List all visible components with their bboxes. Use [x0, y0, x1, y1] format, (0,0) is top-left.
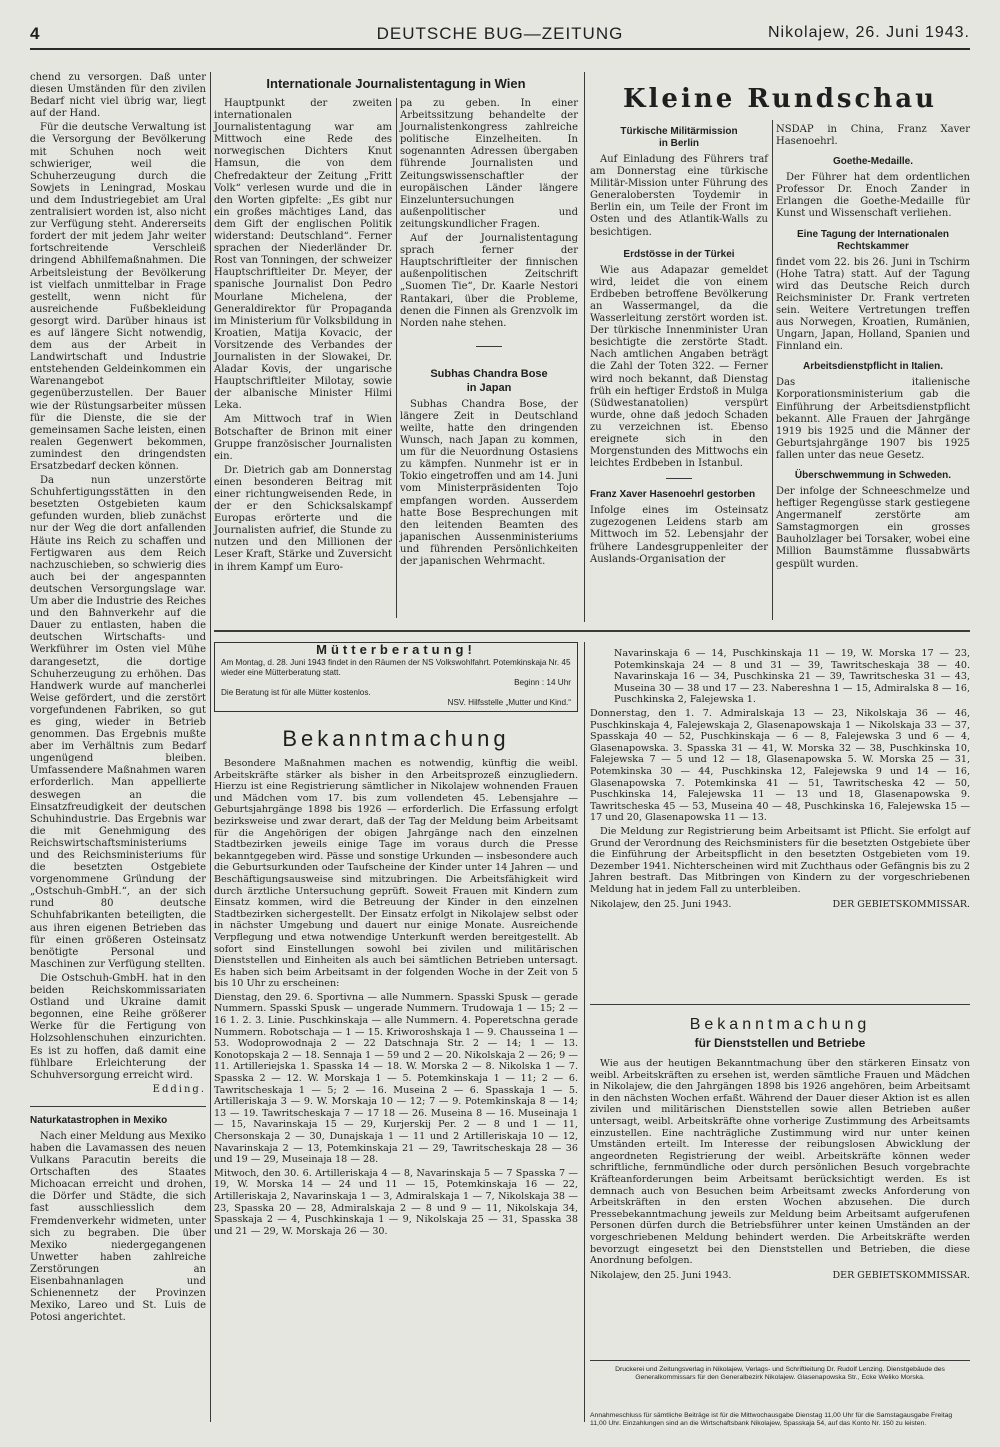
paragraph: Infolge eines im Osteinsatz zugezogenen Leidens starb am Mittwoch im 52. Lebensjahr der frühere Landesgruppenleiter der Auslands-Organisation der: [590, 505, 768, 565]
schedule-day: Navarinskaja 6 — 14, Puschkinskaja 11 — 19, W. Morska 17 — 23, Potemkinskaja 24 — 8 und 31 — 39, Tawritscheskaja 38 — 40. Navarinskaja 16 — 34, Puschkinska 21 — 39, Tawritscheska 31 — 43, Museina 30 — 38 und 17 — 23. Nabereshna 1 — 15, Admiralska 8 — 16, Puschkinska 2, Falejewska 1.: [614, 648, 970, 706]
divider: [476, 346, 502, 347]
shoe-article: [30, 72, 206, 1326]
headline: Erdstösse in der Türkei: [623, 248, 735, 260]
bekanntmachung-2-text: [590, 1058, 970, 1281]
rundschau-right: [776, 124, 970, 573]
paragraph: findet vom 22. bis 26. Juni in Tschirm (Hohe Tatra) statt. Auf der Tagung wird das Deutsche Reich durch Reichsminister Dr. Frank vertreten sein. Weitere Vertretungen treffen aus Norwegen, Kroatien, Rumänien, Ungarn, Japan, Holland, Spanien und Finnland ein.: [776, 256, 970, 353]
paragraph: Auf Einladung des Führers traf am Donnerstag eine türkische Militär-Mission unter Führung des Generalobersten Toydemir in Berlin ein, um Teile der Front im Osten und des Atlantik-Walls zu besichtigen.: [590, 154, 768, 238]
paragraph: Dr. Dietrich gab am Donnerstag einen besonderen Beitrag mit einer richtungweisenden Rede, in der er den Schicksalskampf Europas erörterte und die Journalisten aufrief, die Stunde zu nutzen und den Millionen der Leser Kraft, Stärke und Zuversicht in ihrem Kampf um Euro-: [214, 464, 392, 573]
paragraph: Wie aus Adapazar gemeldet wird, leidet die von einem Erdbeben betroffene Bevölkerung an Wassermangel, da die Wasserleitung zerstört worden ist. Der türkische Innenminister Uran besichtigte die zerstörte Stadt. Nach amtlichen Angaben beträgt die Zahl der Toten 322. — Ferner wird noch bekannt, daß Dienstag früh ein heftiger Erdstoß in Mulga (Südwestanatolien) verspürt wurde, ohne daß jedoch Schaden zu verzeichnen ist. Ebenso ereignete sich in den Morgenstunden des Mittwochs ein leichtes Erdbeben in Istanbul.: [590, 264, 768, 470]
headline: Eine Tagung der Internationalen Rechtskammer: [796, 228, 950, 252]
divider: [666, 478, 692, 479]
bekanntmachung-2-title: [590, 1016, 970, 1050]
paragraph: Hauptpunkt der zweiten internationalen Journalistentagung war am Mittwoch eine Rede des norwegischen Dichters Knut Hamsun, die von dem Chefredakteur der Zeitung „Fritt Volk“ verlesen wurde und die in den Worten gipfelte: „Es gibt nur ein großes mächtiges Land, das dem Gift der englischen Politik widerstand: Deutschland“. Ferner sprachen der Niederländer Dr. Rost van Tonningen, der schweizer Hauptschriftleiter Dr. Meyer, der spanische Journalist Don Pedro Mourlane Michelena, der Generaldirektor für Propaganda im Ministerium für Volksbildung in Kroatien, Matija Kovacic, der Vorsitzende des Verbandes der Journalisten in der Slowakei, Dr. Aladar Kovis, der ungarische Hauptschriftleiter Milotay, sowie der albanische Minister Hilmi Leka.: [214, 98, 392, 412]
section-rule: [214, 630, 970, 632]
bekanntmachung-title: Bekanntmachung: [282, 726, 510, 751]
paragraph: Das italienische Korporationsministerium gab die Einführung der Arbeitsdienstpflicht bekannt. Alle Frauen der Jahrgänge 1919 bis 1925 und die Männer der Geburtsjahrgänge 1907 bis 1925 fallen unter das neue Gesetz.: [776, 377, 970, 461]
headline: [590, 126, 768, 150]
title: Bekanntmachung: [689, 1016, 871, 1033]
box-time: Beginn : 14 Uhr: [514, 678, 571, 687]
intl-article-right: [400, 98, 578, 570]
headline-line: Subhas Chandra Bose: [430, 367, 548, 380]
divider: [590, 1004, 970, 1005]
section-title: Kleine Rundschau: [622, 84, 938, 114]
column-rule: [396, 98, 397, 618]
paragraph: Subhas Chandra Bose, der längere Zeit in Deutschland weilte, hatte den dringenden Wunsch, nach Japan zu kommen, um für die Neuordnung Ostasiens zu kämpfen. Nunmehr ist er in Tokio eingetroffen und am 14. Juni vom Ministerpräsidenten Tojo empfangen worden. Ausserdem hatte Bose Besprechungen mit den leitenden Beamten des japanischen Aussenministeriums und führenden Persönlichkeiten der japanischen Wehrmacht.: [400, 398, 578, 567]
schedule-day: Dienstag, den 29. 6. Sportivna — alle Nummern. Spasski Spusk — gerade Nummern. Spasski Spusk — ungerade Nummern. Trudowaja 1 — 15; 2 — 16 1. 2. 3. Linie. Puschkinskaja — alle Nummern. 4. Poperetschna gerade Nummern. Robotschaja — 1 — 15. Kriworoshskaja 1 — 9. Chausseina 1 — 53. Wodoprowodnaja 2 — 22 Datschnaja Str. 2 — 14; 1 — 13. Konotopskaja 2 — 18. Sennaja 1 — 59 und 2 — 20. Nikolskaja 2 — 26; 9 — 11. Artilleriejska 1. Spasska 14 — 18. W. Morska 2 — 8. Nikolska 1 — 7. Spasska 2 — 12. W. Morskaja 1 — 5. Potemkinskaja 1 — 11; 2 — 6. Tawritscheskaja 1 — 5; 2 — 16. Museina 2 — 6. Spasskaja 1 — 5. Artilleriskaja 3 — 9. W. Morskaja 10 — 12; 7 — 9. Potemkinskaja 8 — 14; 13 — 19. Tawritscheskaja 7 — 17 18 — 26. Museina 8 — 16. Museinaja 1 — 15, Navarinskaja 15 — 29, Kurjerskij Per. 2 — 8 und 1 — 11, Chersonskaja 2 — 30, Dunajskaja 1 — 11 und 2 Artilleriskaja 10 — 12, Navarinskaja 2 — 13, Potemkinskaja 21 — 29, Tawritscheskaja 28 — 36 und 19 — 29, Museinaja 18 — 28.: [214, 991, 578, 1166]
intl-article-left: [214, 98, 392, 576]
paragraph: Die Meldung zur Registrierung beim Arbeitsamt ist Pflicht. Sie erfolgt auf Grund der Verordnung des Reichsministers für die besetzten Ostgebiete über die Einführung der Arbeitspflicht in den besetzten Ostgebieten vom 19. Dezember 1941. Nichterscheinen wird mit Zuchthaus oder Gefängnis bis zu 2 Jahren bestraft. Das Mitbringen von Kindern zu der vorgeschriebenen Meldung hat in jedem Fall zu unterbleiben.: [590, 825, 970, 895]
paragraph: Am Mittwoch traf in Wien Botschafter de Brinon mit einer Gruppe französischer Journalisten ein.: [214, 414, 392, 462]
ads-notice: Annahmeschluss für sämtliche Beiträge ist für die Mittwochausgabe Dienstag 11,00 Uhr für die Samstagausgabe Freitag 11,00 Uhr. Einzahlungen sind an die Wirtschaftsbank Nikolajew, Spasskaja 54, auf das Konto Nr. 150 zu leisten.: [590, 1412, 953, 1428]
date: Nikolajew, den 25. Juni 1943.: [590, 899, 732, 911]
paragraph: Der Führer hat dem ordentlichen Professor Dr. Enoch Zander in Erlangen die Goethe-Medaille für Kunst und Wissenschaft verliehen.: [776, 172, 970, 220]
page-number: 4: [30, 24, 40, 43]
headline: Überschwemmung in Schweden.: [794, 469, 952, 481]
box-sign: NSV. Hilfsstelle „Mutter und Kind.“: [447, 698, 571, 707]
subtitle: für Dienststellen und Betriebe: [694, 1036, 866, 1050]
column-rule: [584, 72, 585, 622]
headline: Internationale Journalistentagung in Wien: [266, 76, 526, 91]
dateline: Nikolajew, 26. Juni 1943.: [768, 24, 970, 41]
paragraph: pa zu geben. In einer Arbeitssitzung behandelte der Journalistenkongress zahlreiche politische Einzelheiten. In sogenannten Adressen übergaben führende Journalisten und Zeitungswissenschaftler der europäischen Länder längere Einzeluntersuchungen außenpolitischer und zeitungskundlicher Fragen.: [400, 98, 578, 230]
headline-line: Türkische Militärmission: [620, 126, 738, 137]
signature: DER GEBIETSKOMMISSAR.: [832, 899, 970, 911]
headline-line: in Japan: [466, 381, 512, 394]
headline: Arbeitsdienstpflicht in Italien.: [802, 361, 943, 373]
column-rule: [584, 642, 585, 1422]
headline-line: in Berlin: [658, 138, 699, 149]
box-line: Am Montag, d. 28. Juni 1943 findet in den Räumen der NS Volkswohlfahrt. Potemkinskaja Nr. 45 wieder eine Mütterberatung statt.: [221, 658, 571, 677]
divider: [30, 1106, 206, 1107]
mutter-box: [214, 642, 578, 712]
paper-title: DEUTSCHE BUG—ZEITUNG: [376, 24, 624, 43]
schedule-continuation: [590, 648, 970, 911]
paragraph: Besondere Maßnahmen machen es notwendig, künftig die weibl. Arbeitskräfte stärker als bisher in den Arbeitsprozeß einzugliedern. Hierzu ist eine Registrierung sämtlicher in Nikolajew wohnenden Frauen und Mädchen vom 17. bis zum vollendeten 45. Lebensjahre — Geburtsjahrgänge 1898 bis 1926 — erforderlich. Die Erfassung erfolgt bezirksweise und zwar derart, daß der Tag der Meldung beim Arbeitsamt für die Angehörigen der obigen Jahrgänge nach den einzelnen Stadtbezirken jeweils einige Tage im voraus durch die Presse bekanntgegeben wird. Pässe und sonstige Urkunden — insbesondere auch die Geburtsurkunden oder Taufscheine der Kinder unter 14 Jahren — und Beschäftigungsausweise sind mitzubringen. Die Arbeitsfähigkeit wird durch ärztliche Untersuchung geprüft. Soweit Frauen mit Kindern zum Einsatz kommen, wird die Betreuung der Kinder in den einzelnen Stadtbezirken sichergestellt. Der Einsatz erfolgt in Nikolajew selbst oder in nächster Umgebung und dauert nur einige Monate. Ausreichende Verpflegung und etwa notwendige Unterkunft werden bereitgestellt. Ab sofort sind Einstellungen sowohl bei zivilen und militärischen Dienststellen und Einheiten als auch bei sämtlichen Betrieben untersagt. Es haben sich beim Arbeitsamt in der folgenden Woche in der Zeit von 5 bis 10 Uhr zu erscheinen:: [214, 758, 578, 990]
divider: [590, 1360, 970, 1361]
headline: [400, 367, 578, 395]
signature-line: [590, 899, 970, 911]
signature: DER GEBIETSKOMMISSAR.: [832, 1269, 970, 1281]
headline: Franz Xaver Hasenoehrl gestorben: [590, 489, 756, 501]
schedule-day: Mitwoch, den 30. 6. Artilleriskaja 4 — 8, Navarinskaja 5 — 7 Spasska 7 — 19, W. Morska 14 — 24 und 11 — 15, Potemkinskaja 16 — 22, Artilleriskaja 2, Navarinskaja 1 — 3, Admiralskaja 1 — 7, Nikolskaja 38 — 23, Spasska 20 — 28, Admiralskaja 2 — 8 und 9 — 11, Nikolskaja 34, Spasskaja 2 — 4, Puschkinskaja 1 — 9, Nikolskaja 25 — 31, Spasska 38 und 21 — 29, W. Morskaja 26 — 30.: [214, 1167, 578, 1237]
schedule-day: Donnerstag, den 1. 7. Admiralskaja 13 — 23, Nikolskaja 36 — 46, Puschkinskaja 4, Falejewskaja 2, Glasenapowskaja 1 — Nikolskaja 33 — 37, Spasskaja 40 — 52, Puschkinskaja — 6 — 8, Falejewska 3 und 6 — 4, Glasenapowska. 3. Spasska 31 — 41, W. Morska 32 — 38, Puschkinska 10, Falejewska 7 — 5 und 12 — 18, Glasenapowska 5. W. Morska 25 — 31, Potemkinska 30 — 44, Puschkinska 12, Falejewska 9 und 14 — 16, Glasenapowska 7. Potemkinska 41 — 51, Tawritscheska 42 — 50, Puschkinska 14, Falejewska 11 — 13 und 18, Glasenapowska 9. Tawritscheska 45 — 53, Museina 40 — 48, Puschkinska 16, Falejewska 15 — 17 und 20, Glasenapowska 11 — 13.: [590, 707, 970, 824]
headline: Goethe-Medaille.: [832, 156, 913, 168]
imprint: Druckerei und Zeitungsverlag in Nikolajew, Verlags- und Schriftleitung Dr. Rudolf Lenzing. Dienstgebäude des Generalkommissars für den Generalbezirk Nikolajew. Glasenapowska Str., Ecke Weliko Morska.: [615, 1366, 945, 1382]
paragraph: NSDAP in China, Franz Xaver Hasenoehrl.: [776, 124, 970, 148]
paragraph: Der infolge der Schneeschmelze und heftiger Regengüsse stark gestiegene Angermanelf zerstörte am Samstagmorgen ein grosses Bauholzlager bei Torsaker, wobei eine Million Baumstämme flussabwärts gespült wurden.: [776, 485, 970, 570]
paragraph: Nach einer Meldung aus Mexiko haben die Lavamassen des neuen Vulkans Paracutin bereits die Ortschaften des Staates Michoacan erreicht und drohen, die Dörfer und Städte, die sich fast ausschliesslich dem Fremdenverkehr widmeten, unter sich zu begraben. Die über Mexiko niedergegangenen Unwetter haben zahlreiche Zerstörungen an Eisenbahnanlagen und Schienennetz der Provinzen Mexiko, Lareo und St. Luis de Potosi angerichtet.: [30, 1130, 206, 1324]
bekanntmachung-text: [214, 758, 578, 1239]
box-title: Mütterberatung!: [316, 642, 476, 657]
date: Nikolajew, den 25. Juni 1943.: [590, 1269, 732, 1281]
column-rule: [210, 72, 211, 1422]
paragraph: chend zu versorgen. Daß unter diesen Umständen für den zivilen Bedarf nicht viel übrig war, liegt auf der Hand.: [30, 72, 206, 120]
paragraph: Da nun unzerstörte Schuhfertigungsstätten in den besetzten Ostgebieten kaum gefunden wurden, blieb zunächst nur der Weg die dort anfallenden Häute ins Reich zu schaffen und Fertigwaren aus dem Reich nachzuschieben, so schwierig dies auch bei der angespannten deutschen Versorgungslage war. Um aber die Industrie des Reiches und den Bahnverkehr auf die Dauer zu entlasten, haben die deutschen Wirtschafts- und Werkführer im Osten viel Mühe darangesetzt, die dortige Schuherzeugung zu erhöhen. Das Handwerk wurde auf mancherlei Weise gefördert, und die zerstört vorgefundenen Fabriken, so gut es ging, wieder in Betrieb genommen. Das Ergebnis mußte aber im Verhältnis zum Bedarf ungenügend bleiben. Umfassendere Maßnahmen waren erforderlich. Man appellierte deswegen an die Einsatzfreudigkeit der deutschen Schuhindustrie. Das Ergebnis war die mit Genehmigung des Reichswirtschaftsministeriums und des Reichsministeriums für die besetzten Ostgebiete vorgenommene Gründung der „Ostschuh-GmbH.“, an der sich rund 80 deutsche Schuhfabrikanten beteiligten, die aus ihren eigenen Betrieben das für einen größeren Osteinsatz benötigte Personal und Maschinen zur Verfügung stellten.: [30, 475, 206, 970]
column-rule: [772, 120, 773, 620]
page-header: [30, 22, 970, 50]
headline: Naturkatastrophen in Mexiko: [30, 1114, 168, 1126]
paragraph: Für die deutsche Verwaltung ist die Versorgung der Bevölkerung mit Schuhen noch weit schwieriger, weil die Schuherzeugung durch die Sowjets in Leningrad, Moskau und dem Industriegebiet am Ural zentralisiert worden ist, also nicht zur Verfügung steht. Andererseits fordert der mit jedem Jahr weiter fortschreitende Verschleiß dringend Abhilfemaßnahmen. Die Arbeitsleistung der Bevölkerung ist vielfach unmittelbar in Frage gestellt, wenn nicht für ausreichende Fußbekleidung gesorgt wird. Darüber hinaus ist es auf längere Sicht notwendig, dem aus der Arbeit in Landwirtschaft und Industrie entstehenden Geldeinkommen ein Warenangebot gegenüberzustellen. Der Bauer wie der Rüstungsarbeiter müssen für die Dienste, die sie der gemeinsamen Sache leisten, einen realen Gegenwert bekommen, zumindest den dringendsten Ersatzbedarf decken können.: [30, 122, 206, 472]
author: Edding.: [152, 1083, 206, 1095]
paragraph: Wie aus der heutigen Bekanntmachung über den stärkeren Einsatz von weibl. Arbeitskräften zu ersehen ist, werden sämtliche Frauen und Mädchen in Nikolajew, die den Jahrgängen 1898 bis 1926 angehören, beim Arbeitsamt in den nächsten Wochen erfaßt. Während der Dauer dieser Aktion ist es allen zivilen und militärischen Dienststellen sowie allen Betrieben außer untersagt, weibl. Arbeitskräfte ohne vorherige Zustimmung des Arbeitsamts einzustellen. Eine nachträgliche Zustimmung wird nur unter keinen Umständen erteilt. Im Interesse der reibungslosen Abwicklung der angeordneten Registrierung der weibl. Arbeitskräfte können weder schriftliche, fernmündliche oder durch persönlichen Besuch vorgebrachte Kräfteanforderungen beim Arbeitsamt berücksichtigt werden. Es ist demnach auch von Besuchen beim Arbeitsamt zwecks Anforderung von Arbeitskräften in den ersten Wochen abzusehen. Die durch Pressebekanntmachung jeweils zur Meldung beim Arbeitsamt aufgerufenen Personen dürfen durch die Betriebsführer unter keinen Umständen an der vorgeschriebenen Meldung behindert werden. Die Arbeitskräfte werden bevorzugt eingesetzt bei den Dienststellen und Betrieben, die diese Anordnung befolgen.: [590, 1058, 970, 1267]
rundschau-left: [590, 120, 768, 568]
paragraph: Auf der Journalistentagung sprach ferner der Hauptschriftleiter der finnischen außenpolitischen Zeitschrift „Suomen Tie“, Dr. Kaarle Nestori Rantakari, über die Probleme, denen die Finnen als Grenzvolk im Norden nahe stehen.: [400, 233, 578, 329]
signature-line: [590, 1270, 970, 1282]
paragraph: Die Ostschuh-GmbH. hat in den beiden Reichskommissariaten Ostland und Ukraine damit begonnen, eine Reihe größerer Werke für die Fertigung von Holzsohlenschuhen einzurichten. Es ist zu hoffen, daß damit eine fühlbare Erleichterung der Schuhversorgung erreicht wird.: [30, 972, 206, 1081]
box-line: Die Beratung ist für alle Mütter kostenlos.: [221, 688, 371, 697]
